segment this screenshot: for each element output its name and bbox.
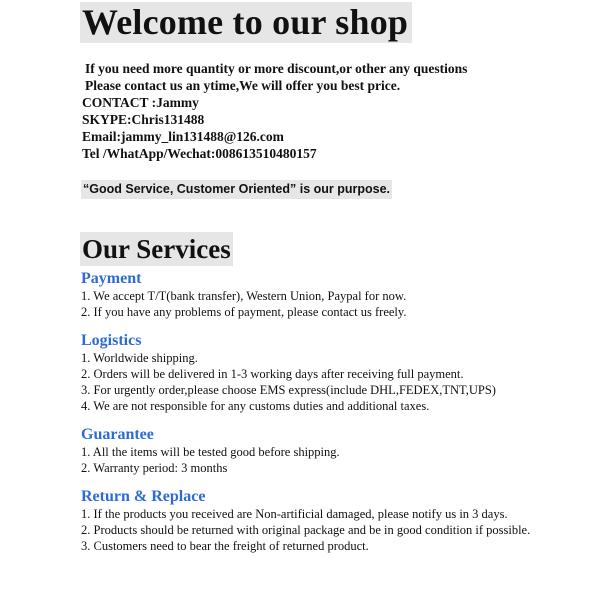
list-item: 1. If the products you received are Non-artificial damaged, please notify us in 3 days. xyxy=(81,507,508,521)
services-title: Our Services xyxy=(82,234,231,264)
service-section xyxy=(81,270,541,320)
list-item: 4. We are not responsible for any customs duties and additional taxes. xyxy=(81,399,430,413)
list-item: 3. For urgently order,please choose EMS express(include DHL,FEDEX,TNT,UPS) xyxy=(81,383,496,397)
list-item: 3. Customers need to bear the freight of returned product. xyxy=(81,539,369,553)
intro-line-1: If you need more quantity or more discount,or other any questions xyxy=(85,61,468,76)
contact-info xyxy=(82,60,467,162)
section-heading: Logistics xyxy=(81,332,142,349)
phone-number: Tel /WhatApp/Wechat:008613510480157 xyxy=(82,146,317,161)
list-item: 1. Worldwide shipping. xyxy=(81,351,198,365)
section-items xyxy=(81,350,541,414)
motto: “Good Service, Customer Oriented” is our purpose. xyxy=(81,180,392,199)
section-items xyxy=(81,288,541,320)
section-heading: Guarantee xyxy=(81,426,154,443)
section-heading: Return & Replace xyxy=(81,488,206,505)
intro-line-2: Please contact us an ytime,We will offer you best price. xyxy=(85,78,401,93)
service-section xyxy=(81,332,541,414)
section-heading: Payment xyxy=(81,270,142,287)
section-items xyxy=(81,444,541,476)
list-item: 2. Orders will be delivered in 1-3 working days after receiving full payment. xyxy=(81,367,464,381)
list-item: 2. If you have any problems of payment, please contact us freely. xyxy=(81,305,407,319)
section-items xyxy=(81,506,541,554)
services-list xyxy=(81,270,541,554)
list-item: 2. Warranty period: 3 months xyxy=(81,461,228,475)
email-address: Email:jammy_lin131488@126.com xyxy=(82,129,284,144)
contact-name: CONTACT :Jammy xyxy=(82,95,199,110)
service-section xyxy=(81,426,541,476)
page-title: Welcome to our shop xyxy=(80,2,412,43)
list-item: 1. We accept T/T(bank transfer), Western Union, Paypal for now. xyxy=(81,289,407,303)
service-section xyxy=(81,488,541,554)
skype-id: SKYPE:Chris131488 xyxy=(82,112,205,127)
list-item: 2. Products should be returned with original package and be in good condition if possible. xyxy=(81,523,531,537)
list-item: 1. All the items will be tested good before shipping. xyxy=(81,445,340,459)
